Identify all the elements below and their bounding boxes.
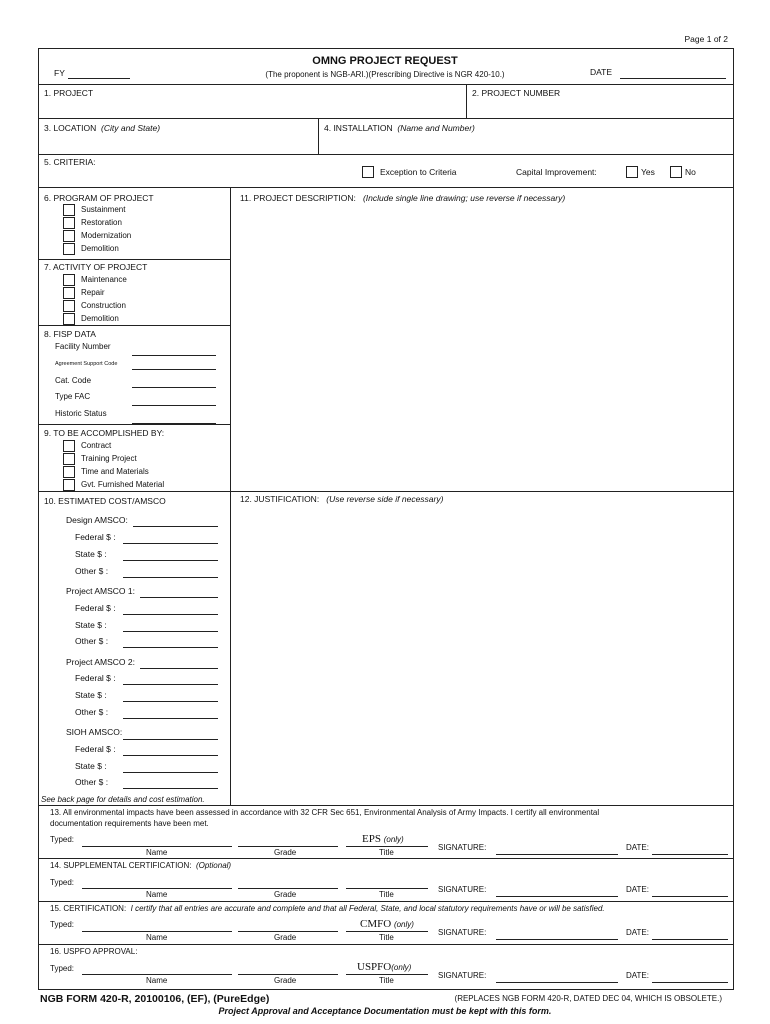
date-field[interactable] [652,982,728,983]
title-field[interactable] [346,888,428,889]
date-label: DATE: [626,971,649,980]
design-amsco-field[interactable] [133,526,218,527]
other-label: Other $ : [75,636,109,646]
p2-federal-field[interactable] [123,684,218,685]
grade-field[interactable] [238,931,338,932]
other-label: Other $ : [75,707,109,717]
typed-label: Typed: [50,835,75,844]
see-back-note: See back page for details and cost estimation. [41,795,205,804]
name-caption: Name [146,848,168,857]
cost-group-label: Project AMSCO 2: [66,657,135,667]
activity-item: Repair [81,288,105,297]
fisp-item: Facility Number [55,342,111,351]
name-caption: Name [146,933,168,942]
activity-checkbox[interactable] [63,274,75,286]
capital-yes-label: Yes [641,167,655,177]
typed-name-field[interactable] [82,931,232,932]
cost-group-label: Project AMSCO 1: [66,586,135,596]
typed-name-field[interactable] [82,888,232,889]
exception-checkbox[interactable] [362,166,374,178]
title-caption: Title [379,848,394,857]
activity-label: 7. ACTIVITY OF PROJECT [44,262,148,272]
state-label: State $ : [75,690,107,700]
signature-field[interactable] [496,854,618,855]
title-field[interactable] [346,974,428,975]
p1-state-field[interactable] [123,631,218,632]
federal-label: Federal $ : [75,744,116,754]
criteria-label: 5. CRITERIA: [44,157,96,167]
description-label: 11. PROJECT DESCRIPTION: (Include single line drawing; use reverse if necessary) [240,193,566,203]
divider [38,325,230,326]
sioh-amsco-field[interactable] [123,739,218,740]
date-field[interactable] [652,939,728,940]
signature-field[interactable] [496,939,618,940]
project-label: 1. PROJECT [44,88,94,98]
form-subtitle: (The proponent is NGB-ARI.)(Prescribing Directive is NGR 420-10.) [265,70,505,79]
exception-label: Exception to Criteria [380,167,457,177]
p1-other-field[interactable] [123,647,218,648]
grade-caption: Grade [274,976,297,985]
program-item: Restoration [81,218,122,227]
program-item: Sustainment [81,205,126,214]
title-caption: Title [379,933,394,942]
title-caption: Title [379,976,394,985]
cost-group-label: SIOH AMSCO: [66,727,123,737]
activity-item: Demolition [81,314,119,323]
cert-16-label: 16. USPFO APPROVAL: [50,947,138,956]
federal-label: Federal $ : [75,673,116,683]
activity-checkbox[interactable] [63,300,75,312]
accomplished-checkbox[interactable] [63,440,75,452]
project-amsco-2-field[interactable] [140,668,218,669]
name-caption: Name [146,890,168,899]
signature-field[interactable] [496,896,618,897]
signature-label: SIGNATURE: [438,885,487,894]
date-label: DATE: [626,843,649,852]
other-label: Other $ : [75,566,109,576]
divider [38,154,734,155]
accomplished-item: Contract [81,441,112,450]
form-id: NGB FORM 420-R, 20100106, (EF), (PureEdge) [40,993,270,1005]
accomplished-label: 9. TO BE ACCOMPLISHED BY: [44,428,165,438]
divider [38,858,734,859]
divider [38,944,734,945]
divider [38,424,230,425]
grade-caption: Grade [274,933,297,942]
footer-note: Project Approval and Acceptance Documentation must be kept with this form. [218,1006,552,1016]
design-other-field[interactable] [123,577,218,578]
date-field[interactable] [620,78,726,79]
cert-14-label: 14. SUPPLEMENTAL CERTIFICATION: (Optional) [50,861,232,870]
project-amsco-1-field[interactable] [140,597,218,598]
installation-label: 4. INSTALLATION (Name and Number) [324,123,475,133]
program-checkbox[interactable] [63,230,75,242]
sioh-state-field[interactable] [123,772,218,773]
cost-group-label: Design AMSCO: [66,515,128,525]
activity-checkbox[interactable] [63,313,75,325]
divider [38,805,734,806]
divider [466,84,467,118]
sioh-other-field[interactable] [123,788,218,789]
state-label: State $ : [75,549,107,559]
divider [318,118,319,154]
date-field[interactable] [652,854,728,855]
sioh-federal-field[interactable] [123,755,218,756]
cert-15-label: 15. CERTIFICATION: I certify that all entries are accurate and complete and that all Federal, State, and local statutory requirements have or will be satisfied. [50,904,605,913]
activity-item: Maintenance [81,275,127,284]
divider [38,118,734,119]
design-federal-field[interactable] [123,543,218,544]
grade-field[interactable] [238,846,338,847]
fisp-item: Historic Status [55,409,107,418]
column-divider [230,187,231,805]
program-label: 6. PROGRAM OF PROJECT [44,193,154,203]
other-label: Other $ : [75,777,109,787]
type-fac-field[interactable] [132,405,216,406]
typed-label: Typed: [50,920,75,929]
p1-federal-field[interactable] [123,614,218,615]
cert-13-text: 13. All environmental impacts have been assessed in accordance with 32 CFR Sec 651, Environmental Analysis of Army Impacts. I certify all environmental [50,808,600,817]
typed-label: Typed: [50,964,75,973]
capital-yes-checkbox[interactable] [626,166,638,178]
name-caption: Name [146,976,168,985]
fisp-item: Type FAC [55,392,91,401]
p2-state-field[interactable] [123,701,218,702]
uspfo-title: USPFO(only) [357,961,412,973]
cat-code-field[interactable] [132,387,216,388]
fy-label: FY [54,68,65,78]
accomplished-checkbox[interactable] [63,466,75,478]
activity-checkbox[interactable] [63,287,75,299]
accomplished-item: Gvt. Furnished Material [81,480,165,489]
date-label: DATE [590,67,613,77]
signature-label: SIGNATURE: [438,928,487,937]
capital-label: Capital Improvement: [516,167,597,177]
typed-name-field[interactable] [82,846,232,847]
fisp-item: Agreement Support Code [55,361,118,367]
program-item: Modernization [81,231,132,240]
eps-title: EPS (only) [362,833,404,845]
state-label: State $ : [75,620,107,630]
divider [38,187,734,188]
fy-field[interactable] [68,78,130,79]
page-indicator: Page 1 of 2 [684,34,728,44]
form-title: OMNG PROJECT REQUEST [312,55,458,67]
title-field[interactable] [346,931,428,932]
divider [38,491,734,492]
design-state-field[interactable] [123,560,218,561]
federal-label: Federal $ : [75,532,116,542]
typed-label: Typed: [50,878,75,887]
fisp-label: 8. FISP DATA [44,329,96,339]
signature-label: SIGNATURE: [438,971,487,980]
activity-item: Construction [81,301,126,310]
facility-number-field[interactable] [132,355,216,356]
divider [38,259,230,260]
program-item: Demolition [81,244,119,253]
grade-field[interactable] [238,888,338,889]
location-label: 3. LOCATION (City and State) [44,123,161,133]
cmfo-title: CMFO (only) [360,918,414,930]
typed-name-field[interactable] [82,974,232,975]
justification-label: 12. JUSTIFICATION: (Use reverse side if necessary) [240,494,444,504]
fisp-item: Cat. Code [55,376,92,385]
signature-field[interactable] [496,982,618,983]
project-number-label: 2. PROJECT NUMBER [472,88,561,98]
accomplished-checkbox[interactable] [63,479,75,491]
capital-no-checkbox[interactable] [670,166,682,178]
date-label: DATE: [626,928,649,937]
grade-caption: Grade [274,890,297,899]
agreement-code-field[interactable] [132,369,216,370]
federal-label: Federal $ : [75,603,116,613]
divider [38,901,734,902]
state-label: State $ : [75,761,107,771]
grade-caption: Grade [274,848,297,857]
accomplished-checkbox[interactable] [63,453,75,465]
grade-field[interactable] [238,974,338,975]
p2-other-field[interactable] [123,718,218,719]
program-checkbox[interactable] [63,217,75,229]
capital-no-label: No [685,167,696,177]
date-field[interactable] [652,896,728,897]
title-caption: Title [379,890,394,899]
signature-label: SIGNATURE: [438,843,487,852]
cost-label: 10. ESTIMATED COST/AMSCO [44,496,166,506]
accomplished-item: Training Project [81,454,137,463]
divider [38,84,734,85]
replaces-note: (REPLACES NGB FORM 420-R, DATED DEC 04, WHICH IS OBSOLETE.) [454,994,722,1003]
program-checkbox[interactable] [63,204,75,216]
title-field[interactable] [346,846,428,847]
cert-13-text: documentation requirements have been met. [50,819,209,828]
date-label: DATE: [626,885,649,894]
accomplished-item: Time and Materials [81,467,149,476]
program-checkbox[interactable] [63,243,75,255]
